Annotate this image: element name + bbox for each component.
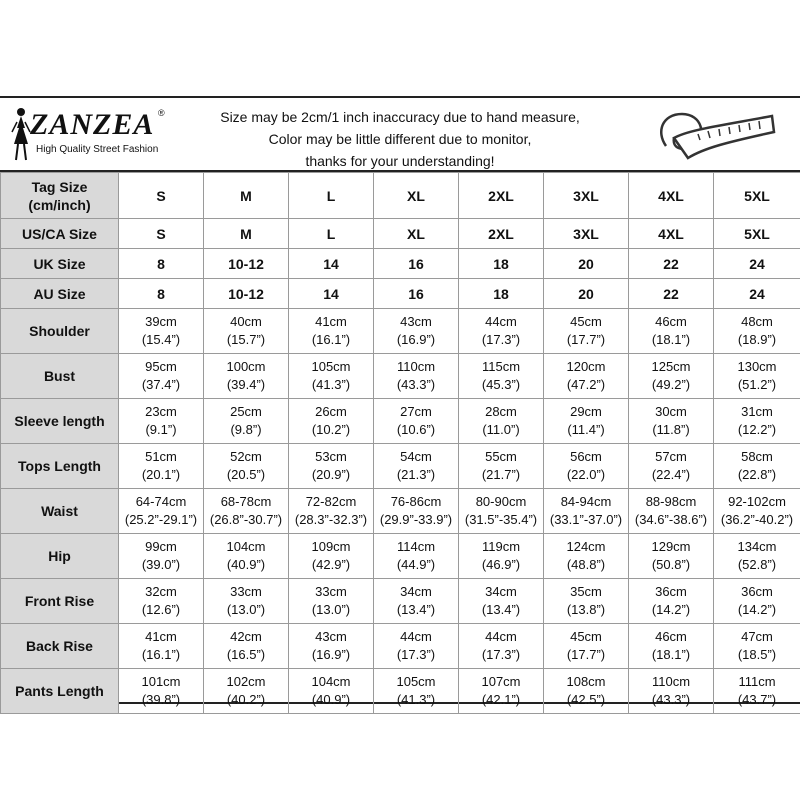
inch-value: (18.1”)	[651, 332, 691, 347]
cm-value: 105cm	[311, 359, 351, 374]
measurement-row	[1, 579, 800, 624]
size-header-row	[1, 173, 800, 219]
inch-value: (10.6”)	[396, 422, 436, 437]
measurement-cell	[204, 624, 289, 669]
row-label: Tag Size (cm/inch)	[1, 173, 119, 219]
size-cell: 5XL	[714, 173, 800, 219]
cm-value: 27cm	[400, 404, 432, 419]
measurement-cell	[714, 354, 800, 399]
inch-value: (17.7”)	[566, 332, 606, 347]
inch-value: (34.6”-38.6”)	[634, 512, 708, 527]
inch-value: (18.5”)	[737, 647, 777, 662]
cm-value: 52cm	[230, 449, 262, 464]
measurement-cell	[374, 669, 459, 714]
cm-value: 34cm	[400, 584, 432, 599]
cm-value: 36cm	[741, 584, 773, 599]
measurement-cell	[374, 444, 459, 489]
measurement-cell	[714, 669, 800, 714]
cm-value: 45cm	[570, 629, 602, 644]
measurement-cell	[544, 399, 629, 444]
cm-value: 39cm	[145, 314, 177, 329]
inch-value: (49.2”)	[651, 377, 691, 392]
cm-value: 31cm	[741, 404, 773, 419]
inch-value: (40.9”)	[226, 557, 266, 572]
inch-value: (42.5”)	[566, 692, 606, 707]
measurement-cell	[459, 354, 544, 399]
measurement-cell	[459, 444, 544, 489]
inch-value: (22.8”)	[737, 467, 777, 482]
cm-value: 57cm	[655, 449, 687, 464]
measurement-cell	[204, 444, 289, 489]
cm-value: 115cm	[481, 359, 521, 374]
cm-value: 45cm	[570, 314, 602, 329]
size-cell: S	[119, 173, 204, 219]
measurement-cell	[374, 354, 459, 399]
inch-value: (17.3”)	[481, 647, 521, 662]
inch-value: (22.4”)	[651, 467, 691, 482]
size-cell: 16	[374, 279, 459, 309]
measurement-cell	[459, 579, 544, 624]
measurement-cell	[374, 534, 459, 579]
inch-value: (16.1”)	[311, 332, 351, 347]
cm-value: 68-78cm	[220, 494, 272, 509]
cm-value: 110cm	[396, 359, 436, 374]
measurement-row	[1, 489, 800, 534]
measurement-cell	[119, 669, 204, 714]
inch-value: (16.9”)	[311, 647, 351, 662]
measurement-cell	[629, 579, 714, 624]
size-cell: 22	[629, 279, 714, 309]
cm-value: 30cm	[655, 404, 687, 419]
measurement-cell	[629, 309, 714, 354]
cm-value: 41cm	[315, 314, 347, 329]
inch-value: (13.0”)	[311, 602, 351, 617]
cm-value: 125cm	[651, 359, 691, 374]
cm-value: 47cm	[741, 629, 773, 644]
row-label: Back Rise	[1, 624, 119, 669]
row-label: US/CA Size	[1, 219, 119, 249]
inch-value: (13.4”)	[481, 602, 521, 617]
size-cell: M	[204, 173, 289, 219]
cm-value: 102cm	[226, 674, 266, 689]
inch-value: (16.5”)	[226, 647, 266, 662]
measurement-cell	[544, 534, 629, 579]
cm-value: 46cm	[655, 629, 687, 644]
measurement-cell	[204, 399, 289, 444]
row-label: Bust	[1, 354, 119, 399]
measurement-cell	[714, 624, 800, 669]
inch-value: (11.4”)	[567, 422, 605, 437]
size-cell: 14	[289, 279, 374, 309]
cm-value: 32cm	[145, 584, 177, 599]
measurement-cell	[289, 489, 374, 534]
size-cell: 4XL	[629, 173, 714, 219]
cm-value: 119cm	[481, 539, 521, 554]
brand-name: ZANZEA	[30, 108, 155, 141]
size-cell: XL	[374, 173, 459, 219]
cm-value: 33cm	[315, 584, 347, 599]
inch-value: (22.0”)	[566, 467, 606, 482]
cm-value: 40cm	[230, 314, 262, 329]
cm-value: 95cm	[145, 359, 177, 374]
cm-value: 129cm	[651, 539, 691, 554]
cm-value: 104cm	[226, 539, 266, 554]
inch-value: (15.4”)	[141, 332, 181, 347]
inch-value: (25.2”-29.1”)	[124, 512, 198, 527]
inch-value: (47.2”)	[566, 377, 606, 392]
measurement-cell	[629, 534, 714, 579]
cm-value: 41cm	[145, 629, 177, 644]
size-table-body	[1, 173, 800, 714]
row-label: UK Size	[1, 249, 119, 279]
row-label: Pants Length	[1, 669, 119, 714]
measurement-cell	[629, 399, 714, 444]
cm-value: 44cm	[485, 629, 517, 644]
measurement-cell	[289, 354, 374, 399]
measurement-cell	[714, 444, 800, 489]
size-cell: 24	[714, 249, 800, 279]
cm-value: 28cm	[485, 404, 517, 419]
brand-logo	[6, 104, 176, 164]
measurement-cell	[204, 489, 289, 534]
cm-value: 46cm	[655, 314, 687, 329]
row-label: Shoulder	[1, 309, 119, 354]
row-label: Sleeve length	[1, 399, 119, 444]
cm-value: 33cm	[230, 584, 262, 599]
inch-value: (40.9”)	[311, 692, 351, 707]
inch-value: (14.2”)	[737, 602, 777, 617]
size-cell: 22	[629, 249, 714, 279]
inch-value: (15.7”)	[226, 332, 266, 347]
inch-value: (41.3”)	[311, 377, 351, 392]
cm-value: 80-90cm	[475, 494, 527, 509]
inch-value: (40.2”)	[226, 692, 266, 707]
size-cell: 4XL	[629, 219, 714, 249]
measurement-cell	[459, 399, 544, 444]
inch-value: (31.5”-35.4”)	[464, 512, 538, 527]
inch-value: (11.0”)	[482, 422, 520, 437]
inch-value: (42.9”)	[311, 557, 351, 572]
inch-value: (16.9”)	[396, 332, 436, 347]
size-cell: 24	[714, 279, 800, 309]
measurement-cell	[544, 669, 629, 714]
cm-value: 114cm	[396, 539, 436, 554]
size-cell: 3XL	[544, 219, 629, 249]
cm-value: 64-74cm	[135, 494, 187, 509]
measurement-cell	[204, 579, 289, 624]
size-cell: L	[289, 173, 374, 219]
inch-value: (51.2”)	[737, 377, 777, 392]
inch-value: (42.1”)	[481, 692, 521, 707]
measurement-cell	[629, 624, 714, 669]
chart-header	[0, 98, 800, 172]
cm-value: 53cm	[315, 449, 347, 464]
notice-line-1: Size may be 2cm/1 inch inaccuracy due to hand measure,	[220, 109, 580, 125]
measurement-cell	[119, 354, 204, 399]
cm-value: 29cm	[570, 404, 602, 419]
inch-value: (43.3”)	[396, 377, 436, 392]
brand-tagline: High Quality Street Fashion	[36, 144, 159, 155]
inch-value: (37.4”)	[141, 377, 181, 392]
measurement-cell	[544, 309, 629, 354]
cm-value: 43cm	[400, 314, 432, 329]
size-header-row	[1, 279, 800, 309]
inch-value: (9.8”)	[230, 422, 262, 437]
measurement-cell	[714, 534, 800, 579]
measurement-cell	[204, 534, 289, 579]
measurement-cell	[289, 444, 374, 489]
cm-value: 23cm	[145, 404, 177, 419]
size-table	[0, 172, 800, 714]
inch-value: (9.1”)	[145, 422, 177, 437]
size-cell: 18	[459, 249, 544, 279]
measurement-cell	[459, 489, 544, 534]
size-cell: 2XL	[459, 173, 544, 219]
inch-value: (20.9”)	[311, 467, 351, 482]
size-cell: 16	[374, 249, 459, 279]
cm-value: 76-86cm	[390, 494, 442, 509]
inch-value: (20.1”)	[141, 467, 181, 482]
inch-value: (39.0”)	[141, 557, 181, 572]
size-cell: M	[204, 219, 289, 249]
inch-value: (14.2”)	[651, 602, 691, 617]
cm-value: 120cm	[566, 359, 606, 374]
cm-value: 55cm	[485, 449, 517, 464]
inch-value: (33.1”-37.0”)	[549, 512, 623, 527]
measurement-cell	[544, 489, 629, 534]
measurement-row	[1, 669, 800, 714]
measurement-cell	[289, 624, 374, 669]
measurement-cell	[204, 309, 289, 354]
row-label: Waist	[1, 489, 119, 534]
cm-value: 42cm	[230, 629, 262, 644]
cm-value: 104cm	[311, 674, 351, 689]
cm-value: 84-94cm	[560, 494, 612, 509]
measurement-cell	[459, 534, 544, 579]
measurement-row	[1, 354, 800, 399]
inch-value: (17.7”)	[566, 647, 606, 662]
measurement-cell	[204, 669, 289, 714]
cm-value: 124cm	[566, 539, 606, 554]
cm-value: 105cm	[396, 674, 436, 689]
inch-value: (11.8”)	[652, 422, 690, 437]
inch-value: (17.3”)	[481, 332, 521, 347]
measurement-cell	[459, 624, 544, 669]
row-label: Hip	[1, 534, 119, 579]
measurement-cell	[289, 669, 374, 714]
cm-value: 88-98cm	[645, 494, 697, 509]
size-cell: 5XL	[714, 219, 800, 249]
measurement-row	[1, 444, 800, 489]
cm-value: 25cm	[230, 404, 262, 419]
size-cell: 8	[119, 249, 204, 279]
inch-value: (21.3”)	[396, 467, 436, 482]
cm-value: 134cm	[737, 539, 777, 554]
registered-mark: ®	[158, 108, 165, 118]
inch-value: (39.4”)	[226, 377, 266, 392]
measurement-cell	[714, 489, 800, 534]
row-label: Front Rise	[1, 579, 119, 624]
measurement-cell	[374, 489, 459, 534]
measurement-cell	[629, 444, 714, 489]
size-cell: 20	[544, 279, 629, 309]
measurement-row	[1, 534, 800, 579]
cm-value: 99cm	[145, 539, 177, 554]
measurement-cell	[374, 624, 459, 669]
cm-value: 48cm	[741, 314, 773, 329]
cm-value: 111cm	[738, 674, 776, 689]
inch-value: (13.0”)	[226, 602, 266, 617]
measurement-cell	[714, 309, 800, 354]
inch-value: (45.3”)	[481, 377, 521, 392]
measurement-cell	[289, 534, 374, 579]
size-cell: 8	[119, 279, 204, 309]
size-cell: 2XL	[459, 219, 544, 249]
inch-value: (46.9”)	[481, 557, 521, 572]
measurement-row	[1, 309, 800, 354]
measurement-cell	[204, 354, 289, 399]
measurement-cell	[544, 444, 629, 489]
cm-value: 72-82cm	[305, 494, 357, 509]
inch-value: (13.4”)	[396, 602, 436, 617]
cm-value: 44cm	[485, 314, 517, 329]
measurement-cell	[714, 579, 800, 624]
inch-value: (29.9”-33.9”)	[379, 512, 453, 527]
measurement-cell	[374, 579, 459, 624]
inch-value: (43.3”)	[651, 692, 691, 707]
row-label: AU Size	[1, 279, 119, 309]
cm-value: 58cm	[741, 449, 773, 464]
inch-value: (48.8”)	[566, 557, 606, 572]
measurement-cell	[544, 624, 629, 669]
measurement-cell	[119, 399, 204, 444]
measurement-cell	[289, 579, 374, 624]
inch-value: (21.7”)	[481, 467, 521, 482]
measurement-cell	[289, 309, 374, 354]
row-label: Tops Length	[1, 444, 119, 489]
inch-value: (52.8”)	[737, 557, 777, 572]
inch-value: (16.1”)	[141, 647, 181, 662]
inch-value: (43.7”)	[737, 692, 777, 707]
measurement-cell	[119, 534, 204, 579]
measurement-row	[1, 624, 800, 669]
cm-value: 130cm	[737, 359, 777, 374]
inch-value: (50.8”)	[651, 557, 691, 572]
cm-value: 43cm	[315, 629, 347, 644]
measurement-cell	[714, 399, 800, 444]
size-chart	[0, 96, 800, 707]
inch-value: (44.9”)	[396, 557, 436, 572]
cm-value: 101cm	[141, 674, 181, 689]
notice-line-3: thanks for your understanding!	[305, 153, 495, 169]
size-cell: 14	[289, 249, 374, 279]
size-cell: 20	[544, 249, 629, 279]
measurement-cell	[459, 669, 544, 714]
measurement-cell	[544, 354, 629, 399]
cm-value: 107cm	[481, 674, 521, 689]
measurement-cell	[119, 444, 204, 489]
measuring-tape-icon	[648, 102, 778, 168]
size-header-row	[1, 249, 800, 279]
size-cell: L	[289, 219, 374, 249]
notice-line-2: Color may be little different due to monitor,	[268, 131, 532, 147]
size-cell: 18	[459, 279, 544, 309]
measurement-cell	[374, 309, 459, 354]
inch-value: (41.3”)	[396, 692, 436, 707]
cm-value: 92-102cm	[728, 494, 786, 509]
cm-value: 110cm	[651, 674, 691, 689]
size-cell: S	[119, 219, 204, 249]
cm-value: 109cm	[311, 539, 351, 554]
cm-value: 108cm	[566, 674, 606, 689]
measurement-cell	[629, 489, 714, 534]
size-cell: 10-12	[204, 279, 289, 309]
measurement-cell	[544, 579, 629, 624]
notice-text	[200, 106, 600, 172]
inch-value: (39.8”)	[141, 692, 181, 707]
inch-value: (12.6”)	[141, 602, 181, 617]
measurement-cell	[119, 489, 204, 534]
cm-value: 56cm	[570, 449, 602, 464]
measurement-cell	[629, 669, 714, 714]
inch-value: (20.5”)	[226, 467, 266, 482]
measurement-cell	[119, 579, 204, 624]
measurement-cell	[459, 309, 544, 354]
inch-value: (36.2”-40.2”)	[720, 512, 794, 527]
inch-value: (17.3”)	[396, 647, 436, 662]
cm-value: 54cm	[400, 449, 432, 464]
inch-value: (18.9”)	[737, 332, 777, 347]
measurement-cell	[289, 399, 374, 444]
cm-value: 100cm	[226, 359, 266, 374]
size-cell: XL	[374, 219, 459, 249]
measurement-cell	[374, 399, 459, 444]
size-header-row	[1, 219, 800, 249]
size-cell: 3XL	[544, 173, 629, 219]
inch-value: (12.2”)	[737, 422, 777, 437]
inch-value: (28.3”-32.3”)	[294, 512, 368, 527]
inch-value: (18.1”)	[651, 647, 691, 662]
cm-value: 35cm	[570, 584, 602, 599]
measurement-cell	[119, 309, 204, 354]
inch-value: (10.2”)	[311, 422, 351, 437]
measurement-row	[1, 399, 800, 444]
measurement-cell	[119, 624, 204, 669]
cm-value: 44cm	[400, 629, 432, 644]
size-cell: 10-12	[204, 249, 289, 279]
cm-value: 51cm	[145, 449, 177, 464]
inch-value: (26.8”-30.7”)	[209, 512, 283, 527]
cm-value: 36cm	[655, 584, 687, 599]
measurement-cell	[629, 354, 714, 399]
inch-value: (13.8”)	[566, 602, 606, 617]
cm-value: 26cm	[315, 404, 347, 419]
cm-value: 34cm	[485, 584, 517, 599]
